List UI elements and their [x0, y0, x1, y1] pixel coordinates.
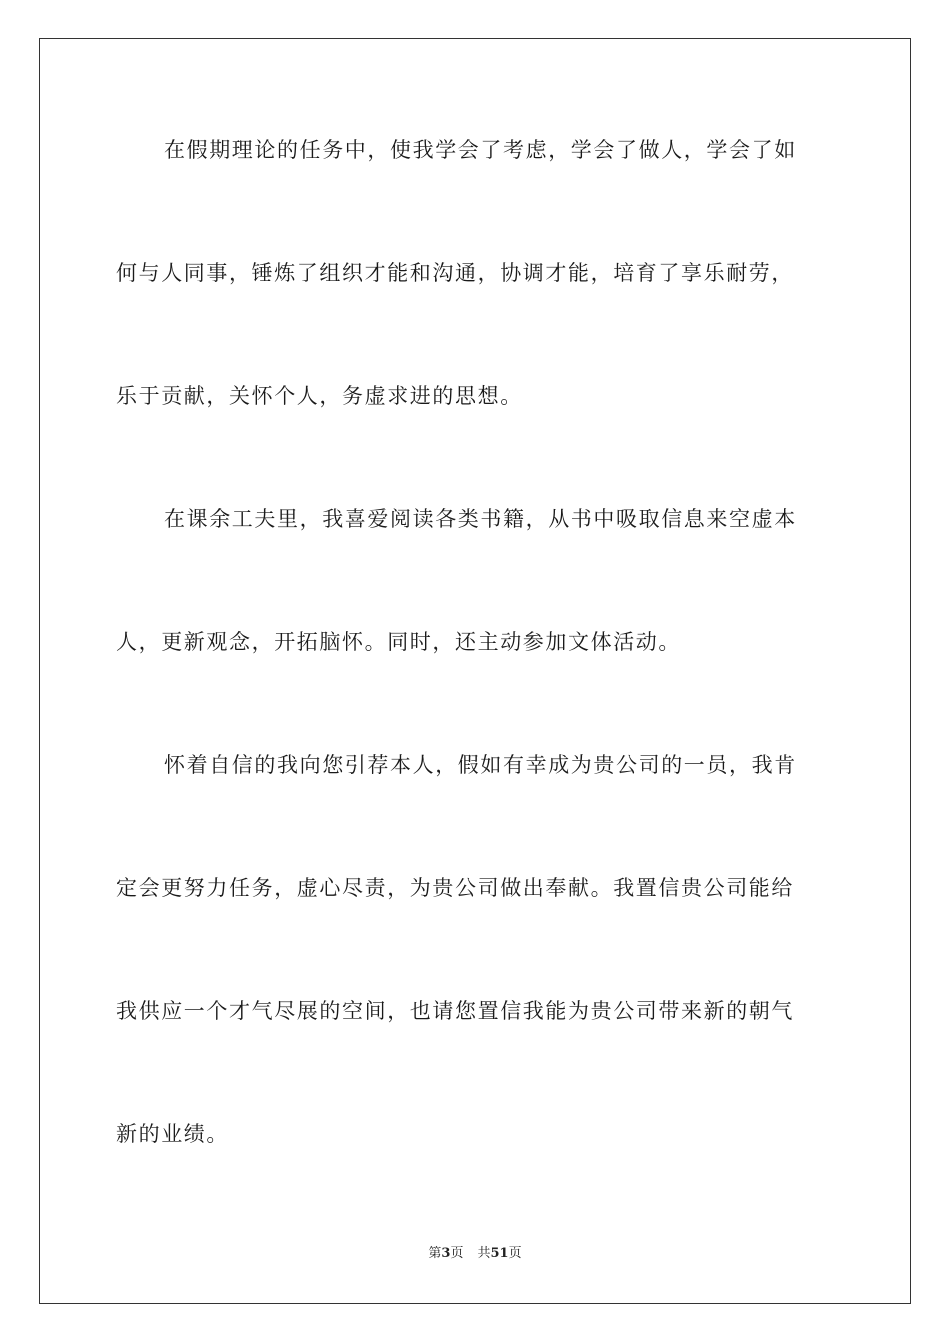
total-pages-indicator: [477, 1246, 521, 1261]
paragraph-3-line-3: 我供应一个才气尽展的空间，也请您置信我能为贵公司带来新的朝气: [116, 999, 794, 1023]
total-pages: 51: [490, 1246, 509, 1261]
page-footer: [0, 1245, 950, 1263]
page-suffix: 页: [450, 1246, 464, 1261]
total-suffix: 页: [508, 1246, 522, 1261]
paragraph-3-line-4: 新的业绩。: [116, 1122, 229, 1146]
total-prefix: 共: [477, 1246, 491, 1261]
paragraph-3-line-1: 怀着自信的我向您引荐本人，假如有幸成为贵公司的一员，我肯: [164, 753, 797, 777]
paragraph-2-line-2: 人，更新观念，开拓脑怀。同时，还主动参加文体活动。: [116, 630, 681, 654]
paragraph-1-line-2: 何与人同事，锤炼了组织才能和沟通，协调才能，培育了享乐耐劳，: [116, 261, 794, 285]
paragraph-1-line-3: 乐于贡献，关怀个人，务虚求进的思想。: [116, 384, 523, 408]
page-indicator: [428, 1246, 463, 1261]
page-prefix: 第: [428, 1246, 442, 1261]
page-border: [39, 38, 911, 1304]
paragraph-2-line-1: 在课余工夫里，我喜爱阅读各类书籍，从书中吸取信息来空虚本: [164, 507, 797, 531]
paragraph-3-line-2: 定会更努力任务，虚心尽责，为贵公司做出奉献。我置信贵公司能给: [116, 876, 794, 900]
page-number: 3: [441, 1246, 451, 1261]
paragraph-1-line-1: 在假期理论的任务中，使我学会了考虑，学会了做人，学会了如: [164, 138, 797, 162]
